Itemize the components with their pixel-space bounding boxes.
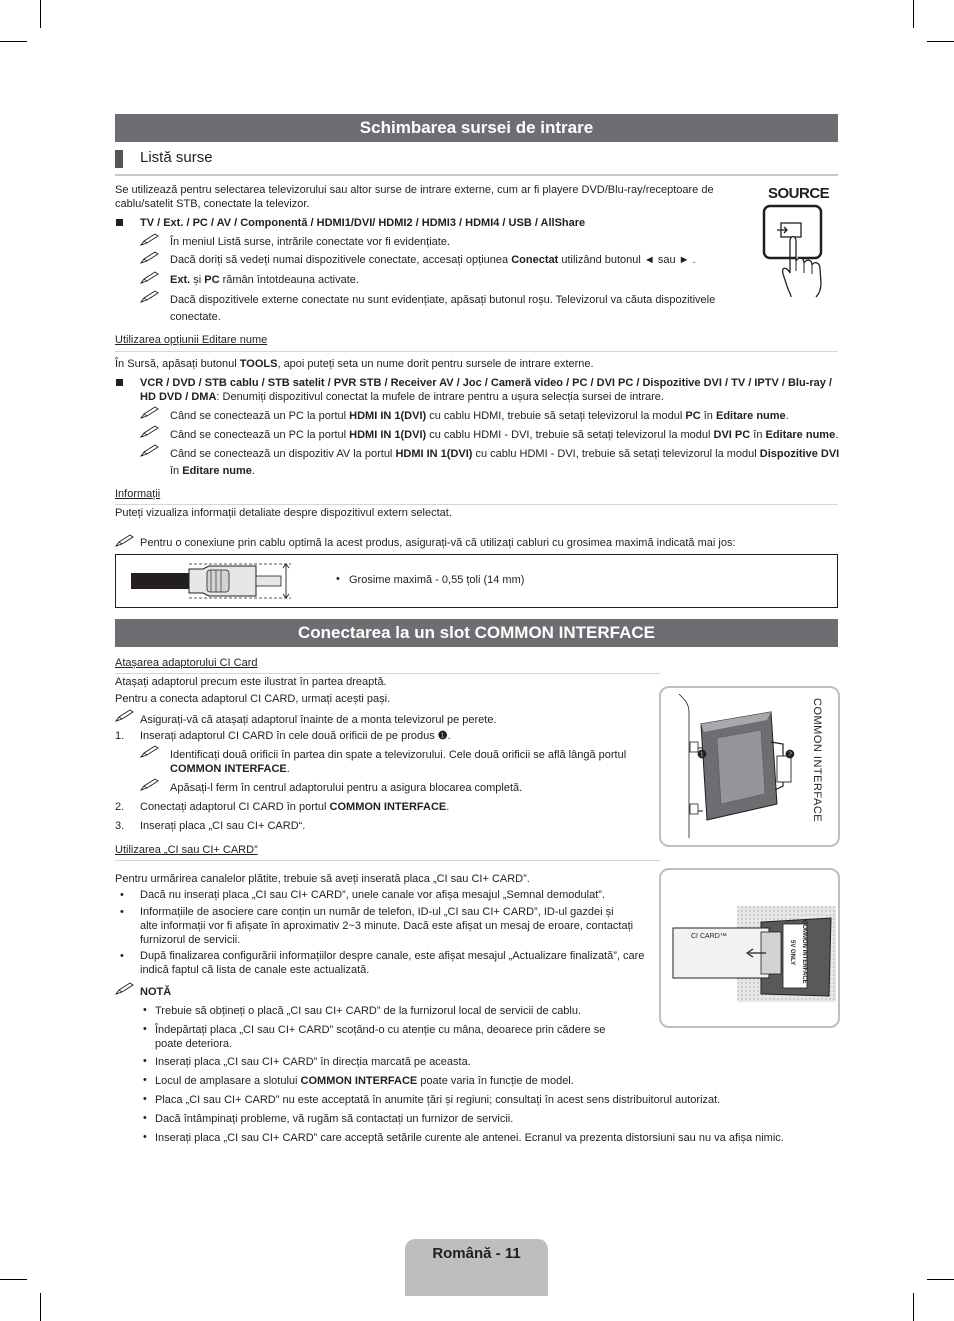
note-pencil-icon (140, 251, 160, 265)
edit-note: Când se conectează un PC la portul HDMI IN 1(DVI) cu cablu HDMI, trebuie să setați televizorul la modul PC în Editare nume. (170, 410, 789, 422)
ci-card-illustration (661, 870, 838, 1026)
page-number: Română - 11 (432, 1245, 521, 1262)
edit-note: Când se conectează un dispozitiv AV la portul HDMI IN 1(DVI) cu cablu HDMI - DVI, trebuie să setați televizorul la modul Dispozitive DVI (170, 448, 840, 460)
note-text: Dacă doriți să vedeți numai dispozitivele conectate, accesați opțiunea Conectat utilizând butonul ◄ sau ► . (170, 254, 696, 266)
note-pencil-icon (140, 745, 160, 759)
note-item: Îndepărtați placa „CI sau CI+ CARD” scoțând-o cu atenție cu mâna, deoarece prin cădere se (155, 1024, 606, 1036)
subsection-header-source-list (115, 144, 838, 176)
use-ci-bullet-2: alte informații vor fi afișate în aproximativ 2~3 minute. Dacă este afișat un mesaj de eroare, contactați (140, 920, 634, 932)
crop-mark (913, 0, 914, 28)
divider (115, 673, 660, 674)
crop-mark (913, 1293, 914, 1321)
step-3: Inserați placa „CI sau CI+ CARD“. (140, 820, 306, 832)
bullet: • (120, 906, 124, 918)
attach-note: Asigurați-vă că atașați adaptorul înainte de a monta televizorul pe perete. (140, 714, 497, 726)
ci-adapter-figure (659, 686, 840, 847)
step-1: Inserați adaptorul CI CARD în cele două orificii de pe produs ❶. (140, 730, 451, 742)
note-pencil-icon (140, 406, 160, 420)
step-2: Conectați adaptorul CI CARD în portul COMMON INTERFACE. (140, 801, 450, 813)
edit-note: Când se conectează un PC la portul HDMI IN 1(DVI) cu cablu HDMI - DVI, trebuie să setați televizorul la modul DVI PC în Editare nume. (170, 429, 839, 441)
bullet: • (143, 1131, 147, 1143)
crop-mark (40, 1293, 41, 1321)
note-text: Dacă dispozitivele externe conectate nu sunt evidențiate, apăsați butonul roșu. Televizorul va căuta dispozitivele (170, 294, 716, 306)
divider (115, 860, 660, 861)
note-text-2: conectate. (170, 311, 221, 323)
info-text: Puteți vizualiza informații detaliate despre dispozitivul extern selectat. (115, 507, 452, 519)
use-ci-bullet: Dacă nu inserați placa „CI sau CI+ CARD”, unele canale vor afișa mesajul „Semnal demodulat”. (140, 889, 605, 901)
edit-name-heading: Utilizarea opțiunii Editare nume (115, 334, 268, 346)
bullet: • (143, 1112, 147, 1124)
note-text: În meniul Listă surse, intrările conectate vor fi evidențiate. (170, 236, 451, 248)
cable-spec: Grosime maximă - 0,55 țoli (14 mm) (349, 574, 525, 586)
step-1-note: Identificați două orificii în partea din spate a televizorului. Cele două orificii se află lângă portul (170, 749, 627, 761)
bullet: • (143, 1074, 147, 1086)
step-number: 3. (115, 820, 125, 832)
note-heading: NOTĂ (140, 986, 172, 998)
crop-mark (927, 1279, 954, 1280)
divider (115, 351, 838, 352)
cable-note: Pentru o conexiune prin cablu optimă la acest produs, asigurați-vă că utilizați cabluri cu grosimea maximă indicată mai jos: (140, 537, 736, 549)
5v-only-label: 5V ONLY (789, 940, 795, 966)
attach-line-2: Pentru a conecta adaptorul CI CARD, urmați acești pași. (115, 693, 391, 705)
callout-marker: ❶ (697, 749, 707, 761)
page-number-tab (405, 1239, 548, 1296)
attach-line-1: Atașați adaptorul precum este ilustrat în partea dreaptă. (115, 676, 387, 688)
device-list-2: HD DVD / DMA: Denumiți dispozitivul conectat la mufele de intrare pentru a ușura selecția sursei de intrare. (140, 391, 664, 403)
attach-heading: Atașarea adaptorului CI Card (115, 657, 258, 669)
use-ci-intro: Pentru urmărirea canalelor plătite, trebuie să aveți inserată placa „CI sau CI+ CARD”. (115, 873, 530, 885)
use-ci-bullet-3: furnizorul de servicii. (140, 934, 241, 946)
ci-adapter-illustration (671, 694, 801, 838)
note-pencil-icon (140, 444, 160, 458)
use-ci-bullet: După finalizarea configurării informațiilor despre canale, este afișat mesajul „Actualizare finalizată”, care (140, 950, 645, 962)
note-item: Trebuie să obțineți o placă „CI sau CI+ CARD” de la furnizorul local de servicii de cablu. (155, 1005, 582, 1017)
edit-intro: În Sursă, apăsați butonul TOOLS, apoi puteți seta un nume dorit pentru sursele de intrare externe. (115, 358, 594, 370)
step-number: 1. (115, 730, 125, 742)
intro-text: Se utilizează pentru selectarea televizorului sau altor surse de intrare externe, cum ar fi playere DVD/Blu-ray/receptoare de (115, 184, 714, 196)
callout-marker: ❷ (785, 749, 795, 761)
section-title-input-source: Schimbarea sursei de intrare (115, 114, 838, 142)
note-item-2: poate deteriora. (155, 1038, 233, 1050)
crop-mark (927, 41, 954, 42)
note-item: Locul de amplasare a slotului COMMON INTERFACE poate varia în funcție de model. (155, 1075, 574, 1087)
bullet-square (116, 219, 123, 226)
bullet: • (120, 950, 124, 962)
crop-mark (0, 1279, 27, 1280)
note-pencil-icon (115, 982, 135, 996)
section-title-common-interface: Conectarea la un slot COMMON INTERFACE (115, 619, 838, 647)
step-1-note-2: COMMON INTERFACE. (170, 763, 290, 775)
note-item: Inserați placa „CI sau CI+ CARD” care acceptă setările curente ale antenei. Ecranul va prezenta distorsiuni sau nu va afișa nimic. (155, 1132, 784, 1144)
note-pencil-icon (140, 290, 160, 304)
note-pencil-icon (115, 534, 135, 548)
note-text: Ext. și PC rămân întotdeauna activate. (170, 274, 359, 286)
cable-icon (131, 561, 311, 601)
subsection-title: Listă surse (140, 149, 213, 166)
note-pencil-icon (140, 778, 160, 792)
step-number: 2. (115, 801, 125, 813)
info-heading: Informații (115, 488, 161, 500)
use-ci-bullet-2: indică faptul că lista de canale este actualizată. (140, 964, 370, 976)
bullet: • (143, 1004, 147, 1016)
step-1-note: Apăsați-l ferm în centrul adaptorului pentru a asigura blocarea completă. (170, 782, 523, 794)
bullet: • (336, 573, 340, 585)
crop-mark (0, 41, 27, 42)
note-pencil-icon (140, 425, 160, 439)
bullet-square (116, 379, 123, 386)
use-ci-bullet: Informațiile de asociere care conțin un număr de telefon, ID-ul „CI sau CI+ CARD”, ID-ul gazdei și (140, 906, 614, 918)
note-item: Placa „CI sau CI+ CARD” nu este acceptată în anumite țări și regiuni; consultați în acest sens distribuitorul autorizat. (155, 1094, 721, 1106)
bullet: • (143, 1055, 147, 1067)
intro-text-2: cablu/satelit STB, conectate la televizor. (115, 198, 310, 210)
note-item: Inserați placa „CI sau CI+ CARD” în direcția marcată pe aceasta. (155, 1056, 471, 1068)
bullet: • (120, 889, 124, 901)
common-interface-slot-label: COMMON INTERFACE (801, 920, 807, 984)
subsection-marker (115, 150, 123, 168)
ci-card-figure (659, 868, 840, 1028)
crop-mark (40, 0, 41, 28)
note-pencil-icon (140, 233, 160, 247)
device-list: VCR / DVD / STB cablu / STB satelit / PVR STB / Receiver AV / Joc / Cameră video / PC / DVI PC / Dispozitive DVI / TV / IPTV / Blu-ray / (140, 377, 832, 389)
ci-card-label: CI CARD™ (691, 933, 727, 940)
note-item: Dacă întâmpinați probleme, vă rugăm să contactați un furnizor de servicii. (155, 1113, 514, 1125)
source-button-hand-icon (760, 203, 830, 298)
edit-note-2: în Editare nume. (170, 465, 255, 477)
note-pencil-icon (115, 709, 135, 723)
source-button-label: SOURCE (768, 185, 830, 202)
divider (115, 504, 838, 505)
bullet: • (143, 1023, 147, 1035)
note-pencil-icon (140, 271, 160, 285)
bullet: • (143, 1093, 147, 1105)
use-ci-heading: Utilizarea „CI sau CI+ CARD” (115, 844, 258, 856)
cable-spec-box (115, 554, 838, 608)
common-interface-label: COMMON INTERFACE (811, 698, 823, 823)
source-list: TV / Ext. / PC / AV / Componentă / HDMI1/DVI/ HDMI2 / HDMI3 / HDMI4 / USB / AllShare (140, 217, 586, 229)
